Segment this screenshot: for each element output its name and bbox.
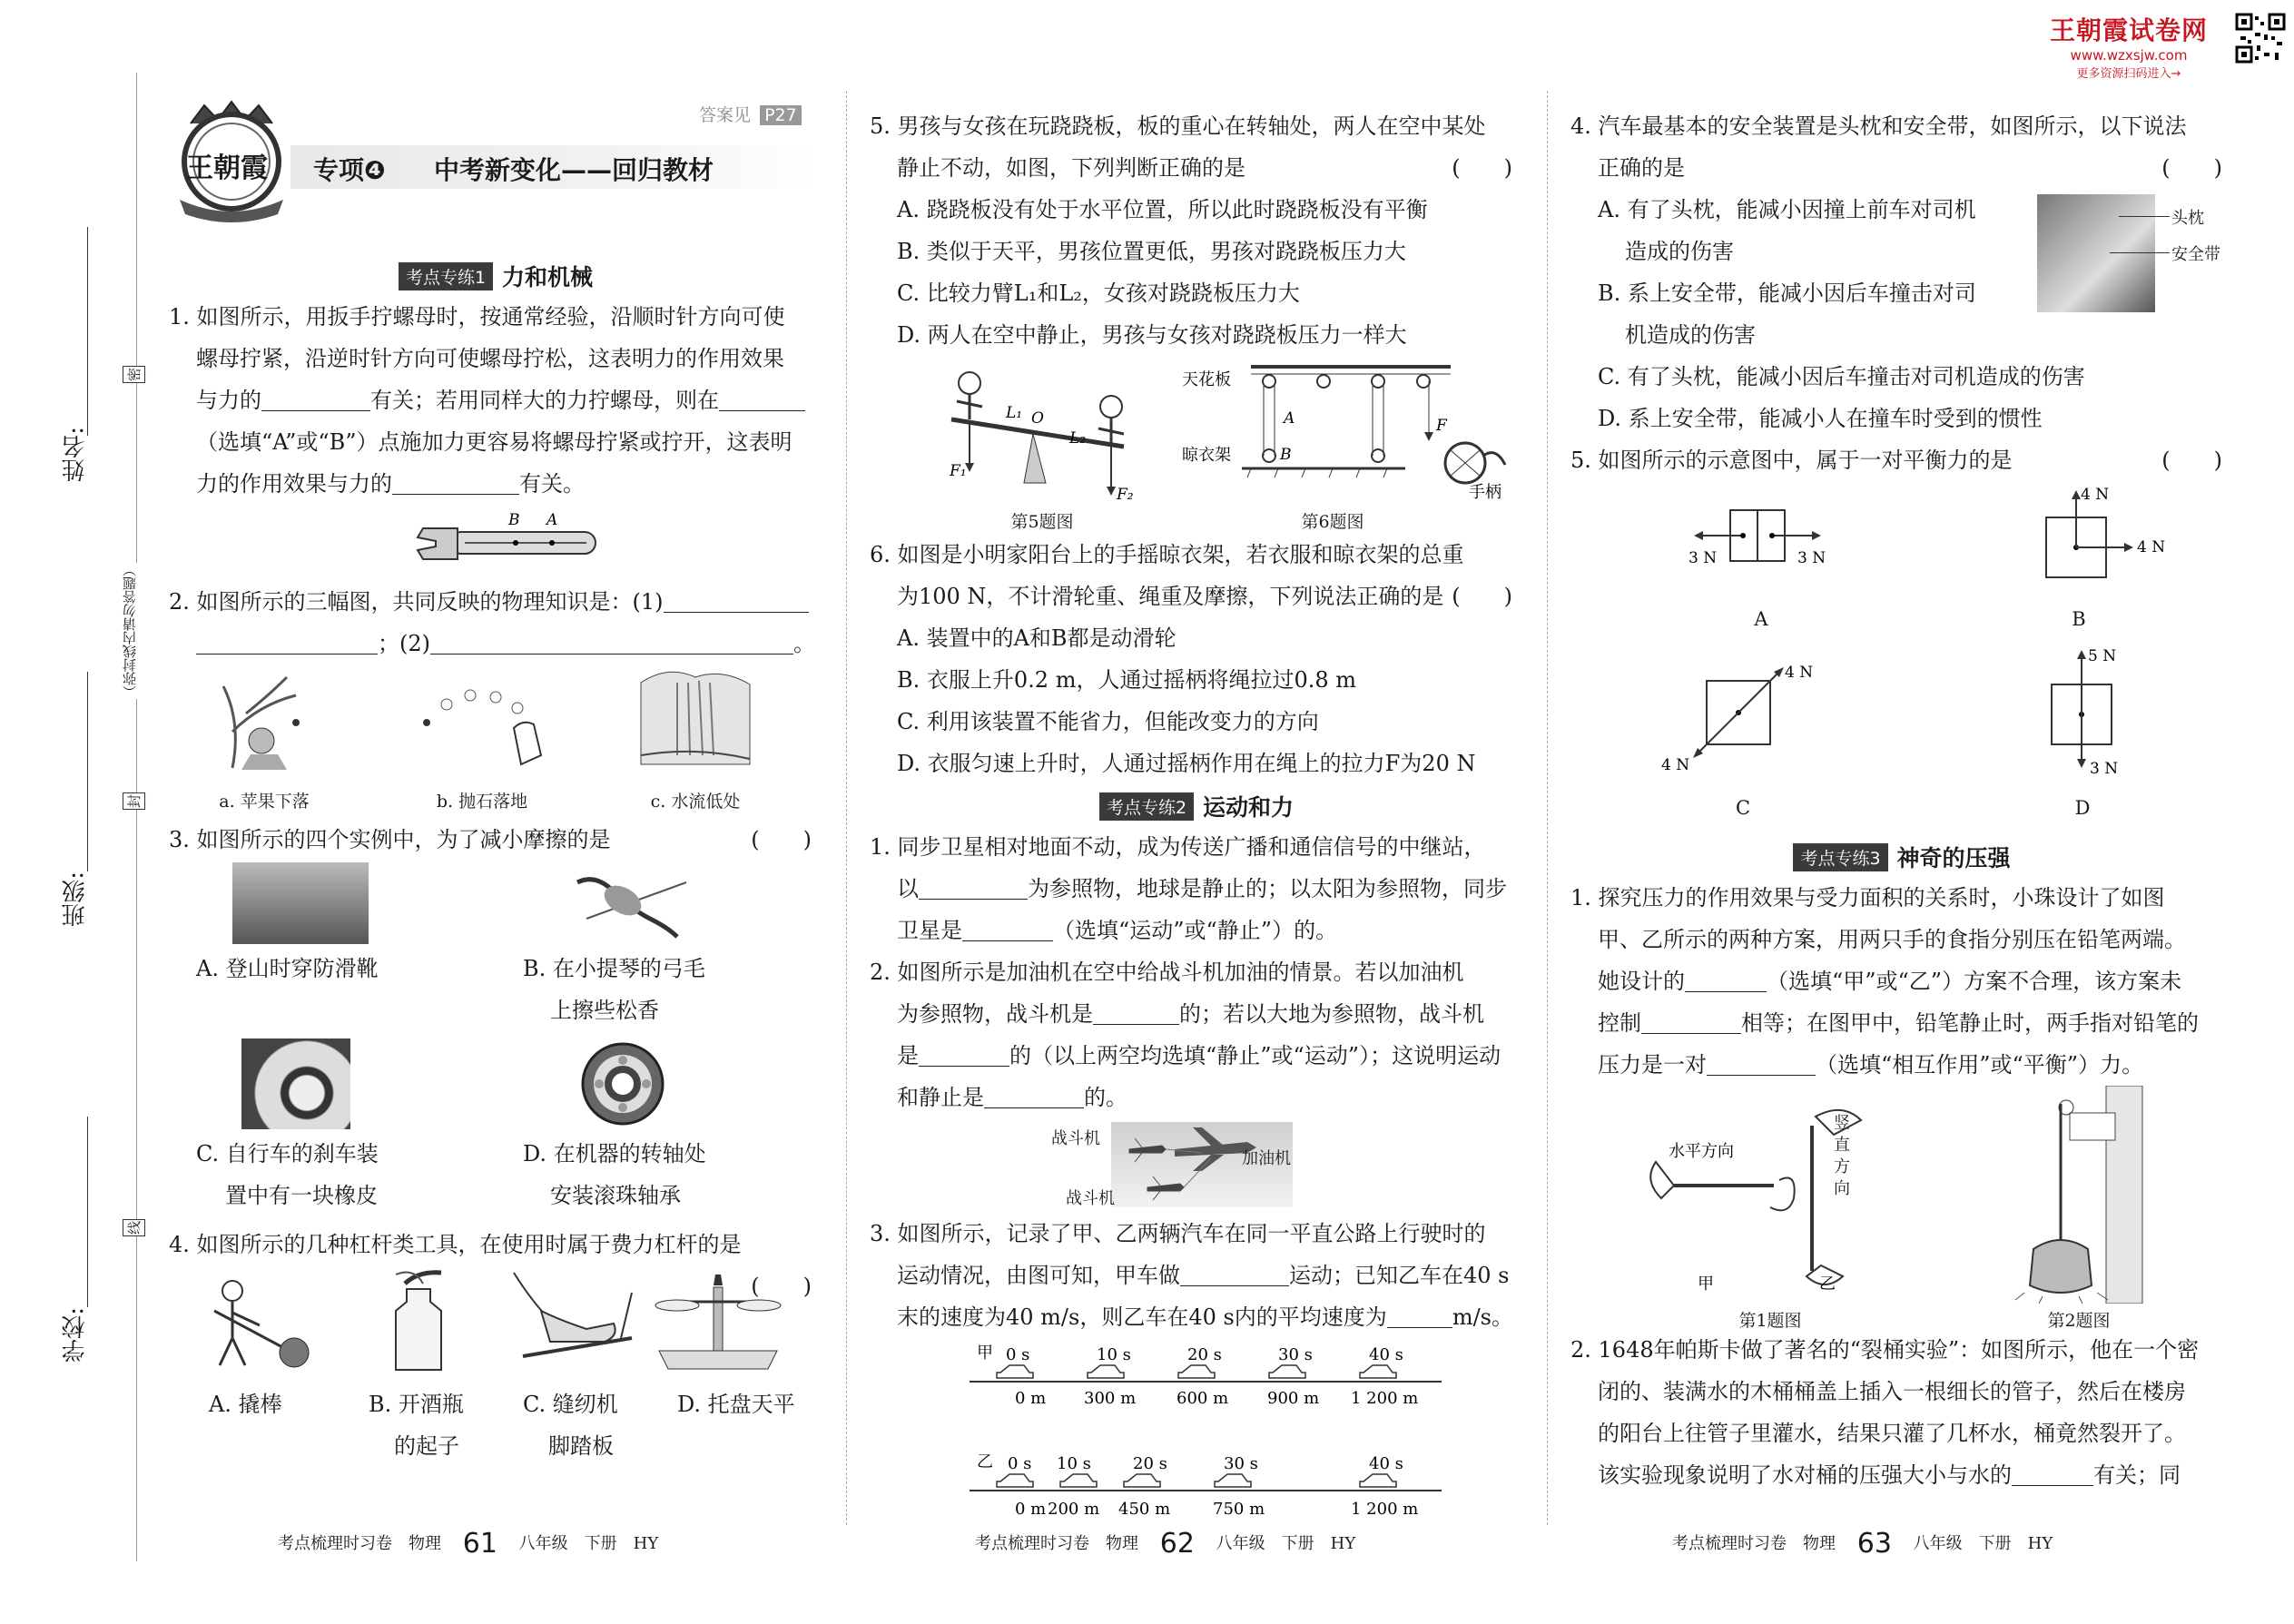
fb-label-right: 4 N (2137, 538, 2166, 556)
seal-mark-1: 密 (123, 366, 145, 383)
car-b-dist-0: 0 m (1015, 1500, 1047, 1519)
topic-title: 中考新变化——回归教材 (434, 155, 714, 185)
s2-q1-line-3a: 卫星是 (897, 918, 962, 943)
s2-q2-line-4b: 的。 (1084, 1085, 1127, 1110)
footer-63-left: 考点梳理时习卷 物理 (1672, 1534, 1836, 1553)
q3-line-1 (169, 819, 822, 861)
s2-q3-blank-1[interactable] (1180, 1264, 1289, 1286)
rack-label-handle: 手柄 (1469, 483, 1501, 501)
binding-line (136, 73, 137, 1561)
q3-answer-paren[interactable]: ( ) (751, 827, 812, 852)
s2-q3-line-2a: 运动情况，由图可知，甲车做 (897, 1263, 1180, 1288)
c2-q6-option-a[interactable]: A. 装置中的A和B都是动滑轮 (897, 625, 1177, 651)
force-a-caption: A (1754, 608, 1768, 630)
force-diagram-b (2015, 481, 2179, 599)
pencil-label-jia: 甲 (1698, 1275, 1714, 1294)
s3-q2-line-3: 的阳台上往管子里灌水，结果只灌了几杯水，桶竟然裂开了。 (1598, 1421, 2186, 1446)
c3-q4-line-1: 4. 汽车最基本的安全装置是头枕和安全带，如图所示，以下说法 (1570, 113, 2187, 139)
car-b-time-0: 0 s (1008, 1454, 1032, 1473)
s2-q1-line-3b: （选填“运动”或“静止”）的。 (1053, 918, 1338, 943)
car-a-dist-3: 900 m (1267, 1389, 1320, 1408)
logo-text: 王朝霞 (186, 153, 268, 184)
brand-name: 王朝霞试卷网 (2049, 15, 2208, 45)
pencil-press-figure (1634, 1098, 1934, 1298)
seesaw-label-f2: F₂ (1117, 486, 1134, 501)
c2-q5-option-a[interactable]: A. 跷跷板没有处于水平位置，所以此时跷跷板没有平衡 (897, 197, 1428, 222)
s2-q2-line-1: 2. 如图所示是加油机在空中给战斗机加油的情景。若以加油机 (870, 960, 1464, 985)
s2-q1-blank-2[interactable] (962, 919, 1053, 941)
answer-page[interactable]: P27 (760, 105, 802, 125)
s2-q2-blank-1[interactable] (1093, 1002, 1179, 1025)
car-b-dist-4: 1 200 m (1351, 1500, 1419, 1519)
c2-q6-option-b[interactable]: B. 衣服上升0.2 m，人通过摇柄将绳拉过0.8 m (897, 667, 1357, 693)
q2-figures (169, 664, 822, 819)
footer-61-left: 考点梳理时习卷 物理 (278, 1534, 441, 1553)
c3-q4-answer-paren[interactable]: ( ) (2161, 155, 2222, 181)
apple-tree-icon (205, 668, 323, 777)
pencil-barrel-figures (1570, 1086, 2233, 1329)
c2-q5-option-b[interactable]: B. 类似于天平，男孩位置更低，男孩对跷跷板压力大 (897, 239, 1406, 264)
class-line (87, 672, 88, 871)
name-label: 姓名: (62, 427, 89, 482)
c3-q4-text: 正确的是 (1598, 155, 1685, 181)
s3-q2-line-4 (1570, 1454, 2233, 1496)
section-3-heading (1570, 841, 2233, 873)
car-b-label: 乙 (977, 1452, 993, 1471)
footer-62-left: 考点梳理时习卷 物理 (975, 1534, 1138, 1553)
topic-number: 专项❹ (313, 155, 386, 185)
s2-q2-line-3a: 是 (897, 1043, 919, 1068)
s2-q1-line-1: 1. 同步卫星相对地面不动，成为传送广播和通信信号的中继站， (870, 834, 1486, 860)
s3-q1-line-3b: （选填“甲”或“乙”）方案不合理，该方案未 (1767, 969, 2182, 994)
fc-label-ur: 4 N (1785, 664, 1814, 682)
binding-margin (0, 0, 154, 1624)
c2-q6-text: 为100 N，不计滑轮重、绳重及摩擦，下列说法正确的是 (897, 584, 1444, 609)
q2-blank-2[interactable] (430, 632, 793, 655)
q2-caption-b: b. 抛石落地 (436, 792, 528, 812)
footer-63-right: 八年级 下册 HY (1913, 1534, 2053, 1553)
name-line (87, 227, 88, 436)
s2-q3-line-2 (870, 1255, 1523, 1296)
pencil-label-horiz: 水平方向 (1669, 1142, 1734, 1161)
q2-blank-1b[interactable] (196, 632, 378, 655)
brand-url[interactable]: www.wzxsjw.com (2070, 47, 2188, 64)
force-c-caption: C (1735, 797, 1751, 819)
s2-q1-line-3 (870, 910, 1523, 951)
s2-q2-line-4 (870, 1077, 1523, 1118)
car-a-label: 甲 (977, 1343, 993, 1363)
c3-q4-option-d[interactable]: D. 系上安全带，能减小人在撞车时受到的惯性 (1598, 406, 2043, 431)
q2-caption-c: c. 水流低处 (650, 792, 741, 812)
q4-line-1: 4. 如图所示的几种杠杆类工具，在使用时属于费力杠杆的是 (169, 1232, 742, 1257)
q1-line-4: （选填“A”或“B”）点施加力更容易将螺母拧紧或拧开，这表明 (196, 429, 793, 455)
answer-ref-label: 答案见 (699, 105, 752, 125)
q4-option-b-2: 的起子 (394, 1433, 459, 1459)
section-2-tag: 考点专练2 (1099, 792, 1194, 821)
balance-scale-icon (650, 1269, 786, 1374)
brand-slogan: 更多资源扫码进入→ (2076, 67, 2181, 81)
car-b-time-1: 10 s (1057, 1454, 1091, 1473)
c2-q6-option-c[interactable]: C. 利用该装置不能省力，但能改变力的方向 (897, 709, 1319, 734)
s2-q2-line-2b: 的；若以大地为参照物，战斗机 (1179, 1001, 1484, 1027)
s3-q2-line-4b: 有关；同 (2093, 1462, 2181, 1488)
footer-62-right: 八年级 下册 HY (1216, 1534, 1356, 1553)
s3-q2-blank-1[interactable] (2012, 1463, 2093, 1486)
car-a-dist-2: 600 m (1177, 1389, 1229, 1408)
c3-q4-option-b-2: 机造成的伤害 (1625, 322, 1756, 348)
refuel-label-tanker: 加油机 (1242, 1149, 1291, 1168)
footer-61-right: 八年级 下册 HY (518, 1534, 659, 1553)
s3-q1-line-4a: 控制 (1598, 1010, 1641, 1036)
s3-q2-line-1: 2. 1648年帕斯卡做了著名的“裂桶实验”：如图所示，他在一个密 (1570, 1337, 2200, 1363)
q2-blank-1[interactable] (664, 590, 809, 613)
section-2-title: 运动和力 (1203, 794, 1295, 821)
c2-q6-option-d[interactable]: D. 衣服匀速上升时，人通过摇柄作用在绳上的拉力F为20 N (897, 751, 1476, 776)
c2-q5-option-c[interactable]: C. 比较力臂L₁和L₂，女孩对跷跷板压力大 (897, 281, 1300, 306)
s3-q1-line-1: 1. 探究压力的作用效果与受力面积的关系时，小珠设计了如图 (1570, 885, 2165, 910)
thrown-ball-icon (414, 683, 550, 773)
q3-option-d-2: 安装滚珠轴承 (550, 1183, 681, 1208)
crowbar-icon (196, 1275, 314, 1374)
s2-q1-blank-1[interactable] (919, 877, 1028, 900)
c3-q4-options-ab (1570, 189, 2233, 356)
s2-q3-line-3a: 末的速度为40 m/s，则乙车在40 s内的平均速度为 (897, 1304, 1387, 1330)
car-a-time-1: 10 s (1097, 1345, 1131, 1364)
c2-q5-option-d[interactable]: D. 两人在空中静止，男孩与女孩对跷跷板压力一样大 (897, 322, 1407, 348)
q3-option-c-2: 置中有一块橡皮 (225, 1183, 378, 1208)
s2-q2-line-3 (870, 1035, 1523, 1077)
clothes-rack-figure (1178, 356, 1523, 501)
car-b-dist-3: 750 m (1213, 1500, 1265, 1519)
q1-line-5b: 有关。 (519, 471, 585, 497)
c2-q5-line-1: 5. 男孩与女孩在玩跷跷板，板的重心在转轴处，两人在空中某处 (870, 113, 1486, 139)
q1-line-2: 螺母拧紧，沿逆时针方向可使螺母拧松，这表明力的作用效果 (196, 346, 784, 371)
q1-line-3a: 与力的 (196, 388, 261, 413)
section-3-title: 神奇的压强 (1896, 845, 2011, 871)
q3-option-a[interactable]: A. 登山时穿防滑靴 (196, 956, 379, 981)
answer-ref (699, 102, 802, 126)
s3-q1-blank-1[interactable] (1685, 969, 1767, 992)
fc-label-ll: 4 N (1661, 756, 1690, 774)
column-1 (169, 254, 822, 1465)
s3-q1-line-3a: 她设计的 (1598, 969, 1685, 994)
section-1-title: 力和机械 (502, 264, 594, 290)
fa-label-right: 3 N (1797, 549, 1826, 567)
s3-q1-blank-2[interactable] (1641, 1011, 1741, 1034)
bottle-opener-icon (378, 1265, 459, 1374)
q1-line-5a: 力的作用效果与力的 (196, 471, 392, 497)
car-b-dist-2: 450 m (1118, 1500, 1171, 1519)
force-diagram-a (1670, 499, 1852, 599)
c2-q5-line-2 (870, 147, 1523, 189)
car-b-time-3: 30 s (1224, 1454, 1258, 1473)
seesaw-figure (933, 356, 1151, 501)
fd-label-down: 3 N (2090, 760, 2119, 778)
s2-q3-line-2b: 运动；已知乙车在40 s (1289, 1263, 1510, 1288)
s3-q1-line-2: 甲、乙所示的两种方案，用两只手的食指分别压在铅笔两端。 (1598, 927, 2186, 952)
seesaw-label-o: O (1031, 409, 1044, 428)
q2-line-1-text: 2. 如图所示的三幅图，共同反映的物理知识是：(1) (169, 589, 664, 615)
column-divider-1 (846, 91, 847, 1525)
q5-q6-figures (870, 356, 1523, 534)
car-label-belt: 安全带 (2171, 245, 2220, 264)
s3-q2-line-4a: 该实验现象说明了水对桶的压强大小与水的 (1598, 1462, 2012, 1488)
q3-option-d-1[interactable]: D. 在机器的转轴处 (523, 1141, 706, 1166)
column-3 (1570, 105, 2233, 1496)
q2-line-2b: 。 (793, 631, 815, 656)
rack-label-rack: 晾衣架 (1182, 446, 1231, 465)
q1-line-3 (169, 379, 822, 421)
qr-code-icon[interactable] (2235, 13, 2286, 64)
force-diagram-c (1652, 654, 1834, 781)
s3-q1-line-5b: （选填“相互作用”或“平衡”）力。 (1816, 1052, 2144, 1078)
figure-2-caption: 第2题图 (2047, 1311, 2111, 1331)
q4-answer-paren[interactable]: ( ) (751, 1274, 812, 1299)
q1-blank-3[interactable] (392, 472, 519, 495)
q4-option-c-1[interactable]: C. 缝纫机 (523, 1392, 618, 1417)
car-b-dist-1: 200 m (1048, 1500, 1100, 1519)
car-a-time-2: 20 s (1187, 1345, 1222, 1364)
s2-q2-line-2 (870, 993, 1523, 1035)
q1-blank-1[interactable] (261, 389, 370, 411)
page-number-63: 63 (1856, 1528, 1892, 1560)
footer-page-63 (1672, 1528, 2053, 1560)
car-b-time-4: 40 s (1369, 1454, 1403, 1473)
s2-q2-blank-3[interactable] (984, 1086, 1084, 1108)
wrench-icon (414, 510, 605, 574)
q2-line-2a: ；(2) (378, 631, 430, 656)
page-number-62: 62 (1159, 1528, 1195, 1560)
headrest-pointer (2119, 216, 2170, 217)
q1-blank-2[interactable] (719, 389, 805, 411)
ball-bearing-icon (577, 1038, 668, 1129)
c2-q6-answer-paren[interactable]: ( ) (1452, 584, 1512, 609)
s3-q1-line-4b: 相等；在图甲中，铅笔静止时，两手指对铅笔的 (1741, 1010, 2199, 1036)
c3-q5-answer-paren[interactable]: ( ) (2161, 448, 2222, 473)
q2-line-1 (169, 581, 822, 623)
section-1-tag: 考点专练1 (399, 262, 493, 290)
column-2 (870, 105, 1523, 1538)
refuel-figure (870, 1118, 1523, 1213)
section-3-tag: 考点专练3 (1793, 843, 1887, 871)
force-diagrams (1570, 481, 2233, 835)
q4-option-c-2: 脚踏板 (548, 1433, 614, 1459)
q4-options (169, 1265, 822, 1465)
rack-label-a: A (1284, 409, 1295, 428)
c3-q4-line-2 (1570, 147, 2233, 189)
section-1-heading (169, 260, 822, 292)
school-line (87, 1117, 88, 1307)
q1-line-3b: 有关；若用同样大的力拧螺母，则在 (370, 388, 719, 413)
s2-q2-line-2a: 为参照物，战斗机是 (897, 1001, 1093, 1027)
s2-q1-line-2 (870, 868, 1523, 910)
fd-label-up: 5 N (2088, 647, 2117, 665)
seesaw-label-f1: F₁ (950, 462, 967, 480)
seal-note: （弥封线内请勿答题） (122, 563, 138, 699)
violin-icon (568, 864, 695, 946)
sewing-pedal-icon (505, 1265, 641, 1374)
belt-pointer (2110, 252, 2170, 253)
s3-q1-line-5 (1570, 1044, 2233, 1086)
q3-options (169, 861, 822, 1224)
q3-text: 3. 如图所示的四个实例中，为了减小摩擦的是 (169, 827, 611, 852)
section-2-heading (870, 790, 1523, 822)
fb-label-up: 4 N (2081, 486, 2110, 504)
q3-option-b-1[interactable]: B. 在小提琴的弓毛 (523, 956, 705, 981)
s2-q1-line-2a: 以 (897, 876, 919, 901)
c2-q5-text: 静止不动，如图，下列判断正确的是 (897, 155, 1245, 181)
c3-q5-text: 5. 如图所示的示意图中，属于一对平衡力的是 (1570, 448, 2013, 473)
s3-q1-line-3 (1570, 960, 2233, 1002)
car-seat-photo (2037, 194, 2155, 312)
car-a-dist-4: 1 200 m (1351, 1389, 1419, 1408)
q3-option-c-1[interactable]: C. 自行车的刹车装 (196, 1141, 379, 1166)
figure-6-caption: 第6题图 (1301, 512, 1364, 532)
bike-brake-photo (241, 1038, 350, 1129)
wrench-label-a: A (546, 511, 558, 529)
c3-q4-option-b-1[interactable]: B. 系上安全带，能减小因后车撞击对司 (1598, 281, 1976, 306)
s2-q2-blank-2[interactable] (919, 1044, 1009, 1067)
c2-q6-line-2 (870, 576, 1523, 617)
s2-q3-line-3b: m/s。 (1452, 1304, 1513, 1330)
pencil-label-yi: 乙 (1819, 1275, 1836, 1294)
car-motion-figure (870, 1338, 1523, 1538)
pencil-label-vert: 竖直方向 (1834, 1114, 1850, 1198)
c2-q6-line-1: 6. 如图是小明家阳台上的手摇晾衣架，若衣服和晾衣架的总重 (870, 542, 1464, 567)
c2-q5-answer-paren[interactable]: ( ) (1452, 155, 1512, 181)
rack-label-ceiling: 天花板 (1182, 370, 1231, 389)
waterfall-icon (632, 664, 759, 773)
c3-q4-option-c[interactable]: C. 有了头枕，能减小因后车撞击对司机造成的伤害 (1598, 364, 2085, 389)
wrench-figure (169, 505, 822, 581)
s3-q1-line-4 (1570, 1002, 2233, 1044)
q4-option-a[interactable]: A. 撬棒 (209, 1392, 282, 1417)
c3-q5-line-1 (1570, 439, 2233, 481)
column-divider-2 (1547, 91, 1548, 1525)
q4-option-d[interactable]: D. 托盘天平 (677, 1392, 795, 1417)
s3-q1-blank-3[interactable] (1707, 1053, 1816, 1076)
pascal-barrel-figure (1988, 1086, 2170, 1304)
q3-option-b-2: 上擦些松香 (550, 998, 659, 1023)
car-b-icons (997, 1474, 1396, 1487)
figure-1-caption: 第1题图 (1738, 1311, 1802, 1331)
car-a-icons (997, 1365, 1396, 1378)
car-a-time-4: 40 s (1369, 1345, 1403, 1364)
force-b-caption: B (2072, 608, 2086, 630)
car-a-dist-0: 0 m (1015, 1389, 1047, 1408)
class-label: 班级: (62, 871, 89, 927)
s2-q1-line-2b: 为参照物，地球是静止的；以太阳为参照物，同步 (1028, 876, 1507, 901)
car-a-time-3: 30 s (1278, 1345, 1313, 1364)
s3-q1-line-5a: 压力是一对 (1598, 1052, 1707, 1078)
refuel-label-fighter-2: 战斗机 (1066, 1189, 1115, 1208)
car-motion-diagram (970, 1342, 1442, 1532)
fa-label-left: 3 N (1689, 549, 1718, 567)
rack-label-b: B (1280, 446, 1292, 464)
c3-q4-option-a-1[interactable]: A. 有了头枕，能减小因撞上前车对司机 (1598, 197, 1976, 222)
hiker-photo (232, 862, 369, 944)
car-a-time-0: 0 s (1006, 1345, 1030, 1364)
figure-5-caption: 第5题图 (1010, 512, 1074, 532)
seal-mark-3: 线 (123, 1219, 145, 1236)
q4-option-b-1[interactable]: B. 开酒瓶 (369, 1392, 464, 1417)
s3-q2-line-2: 闭的、装满水的木桶桶盖上插入一根细长的管子，然后在楼房 (1598, 1379, 2186, 1404)
footer-page-61 (278, 1528, 658, 1560)
q1-line-1: 1. 如图所示，用扳手拧螺母时，按通常经验，沿顺时针方向可使 (169, 304, 785, 330)
s2-q2-line-4a: 和静止是 (897, 1085, 984, 1110)
car-b-time-2: 20 s (1133, 1454, 1167, 1473)
s2-q3-line-1: 3. 如图所示，记录了甲、乙两辆汽车在同一平直公路上行驶时的 (870, 1221, 1486, 1246)
q2-caption-a: a. 苹果下落 (219, 792, 310, 812)
seesaw-label-l1: L₁ (1006, 404, 1023, 422)
c3-q4-option-a-2: 造成的伤害 (1625, 239, 1734, 264)
wrench-label-b: B (508, 511, 520, 529)
footer-page-62 (975, 1528, 1355, 1560)
refuel-label-fighter-1: 战斗机 (1051, 1129, 1100, 1148)
rack-label-f: F (1436, 417, 1447, 435)
seesaw-label-l2: L₂ (1069, 429, 1087, 448)
s2-q3-blank-2[interactable] (1387, 1305, 1452, 1328)
force-diagram-d (2024, 641, 2170, 786)
school-label: 学校: (62, 1307, 89, 1363)
car-label-headrest: 头枕 (2171, 209, 2204, 228)
seal-mark-2: 封 (123, 792, 145, 810)
car-a-dist-1: 300 m (1084, 1389, 1137, 1408)
q1-line-5 (169, 463, 822, 505)
force-d-caption: D (2074, 797, 2091, 819)
brand-block (2024, 11, 2233, 81)
s2-q3-line-3 (870, 1296, 1523, 1338)
page-number-61: 61 (462, 1528, 497, 1560)
s2-q2-line-3b: 的（以上两空均选填“静止”或“运动”）；这说明运动 (1009, 1043, 1501, 1068)
q2-line-2 (169, 623, 822, 664)
